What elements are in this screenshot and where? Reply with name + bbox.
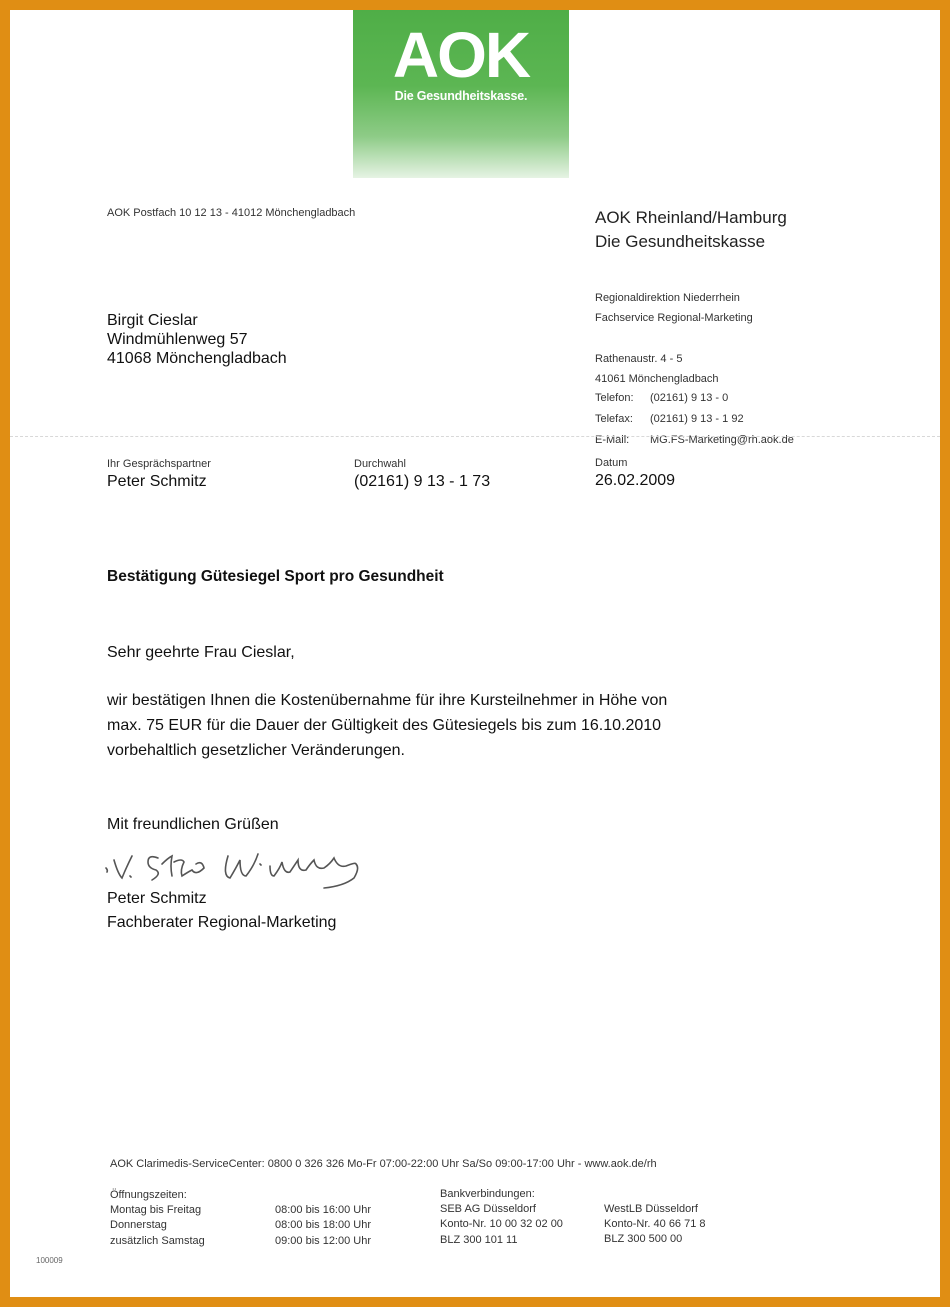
bank-2-account: Konto-Nr. 40 66 71 8 (604, 1218, 706, 1230)
org-street: Rathenaustr. 4 - 5 (595, 353, 683, 365)
bank-1-account: Konto-Nr. 10 00 32 02 00 (440, 1218, 563, 1230)
hours-time: 08:00 bis 16:00 Uhr (275, 1204, 372, 1216)
org-email: MG.FS-Marketing@rh.aok.de (650, 434, 794, 446)
logo-letters: AOK (392, 19, 530, 91)
footer-service-line: AOK Clarimedis-ServiceCenter: 0800 0 326 326 Mo-Fr 07:00-22:00 Uhr Sa/So 09:00-17:00 Uhr - www.aok.de/rh (110, 1158, 657, 1170)
letter-date: 26.02.2009 (595, 472, 676, 489)
body-line-3: vorbehaltlich gesetzlicher Veränderungen. (107, 742, 405, 759)
hours-time: 09:00 bis 12:00 Uhr (275, 1235, 372, 1247)
bank-label: Bankverbindungen: (440, 1188, 535, 1200)
org-city: 41061 Mönchengladbach (595, 373, 719, 385)
aok-logo (353, 10, 569, 178)
sender-return-line: AOK Postfach 10 12 13 - 41012 Mönchengladbach (107, 207, 356, 219)
recipient-city: 41068 Mönchengladbach (107, 350, 287, 367)
org-subtitle: Die Gesundheitskasse (595, 232, 766, 251)
body-line-1: wir bestätigen Ihnen die Kostenübernahme für ihre Kursteilnehmer in Höhe von (107, 692, 668, 709)
date-label: Datum (595, 457, 628, 469)
org-unit-2: Fachservice Regional-Marketing (595, 312, 753, 324)
body-line-2: max. 75 EUR für die Dauer der Gültigkeit des Gütesiegels bis zum 16.10.2010 (107, 717, 662, 734)
letter-page (10, 10, 940, 1297)
partner-label: Ihr Gesprächspartner (107, 458, 211, 470)
org-phone: (02161) 9 13 - 0 (650, 392, 729, 404)
hours-day: Montag bis Freitag (110, 1204, 202, 1216)
salutation: Sehr geehrte Frau Cieslar, (107, 644, 295, 661)
fold-mark (10, 436, 940, 437)
hours-day: zusätzlich Samstag (110, 1235, 205, 1247)
form-code: 100009 (36, 1256, 63, 1265)
bank-1-name: SEB AG Düsseldorf (440, 1203, 536, 1215)
bank-2-blz: BLZ 300 500 00 (604, 1233, 683, 1245)
recipient-street: Windmühlenweg 57 (107, 331, 248, 348)
bank-1-blz: BLZ 300 101 11 (440, 1234, 518, 1246)
signer-title: Fachberater Regional-Marketing (107, 914, 337, 931)
logo-tagline: Die Gesundheitskasse. (394, 89, 528, 103)
org-fax: (02161) 9 13 - 1 92 (650, 413, 744, 425)
bank-2-name: WestLB Düsseldorf (604, 1203, 698, 1215)
org-email-label: E-Mail: (595, 434, 630, 446)
org-name: AOK Rheinland/Hamburg (595, 208, 787, 227)
org-unit-1: Regionaldirektion Niederrhein (595, 292, 740, 304)
org-phone-label: Telefon: (595, 392, 634, 404)
recipient-name: Birgit Cieslar (107, 312, 198, 329)
direct-dial-number: (02161) 9 13 - 1 73 (354, 473, 491, 490)
partner-name: Peter Schmitz (107, 473, 207, 490)
hours-time: 08:00 bis 18:00 Uhr (275, 1219, 372, 1231)
letter-subject: Bestätigung Gütesiegel Sport pro Gesundheit (107, 568, 444, 585)
hours-label: Öffnungszeiten: (110, 1189, 187, 1201)
hours-day: Donnerstag (110, 1219, 167, 1231)
closing: Mit freundlichen Grüßen (107, 816, 279, 833)
signer-name: Peter Schmitz (107, 890, 207, 907)
direct-dial-label: Durchwahl (354, 458, 406, 470)
org-fax-label: Telefax: (595, 413, 633, 425)
